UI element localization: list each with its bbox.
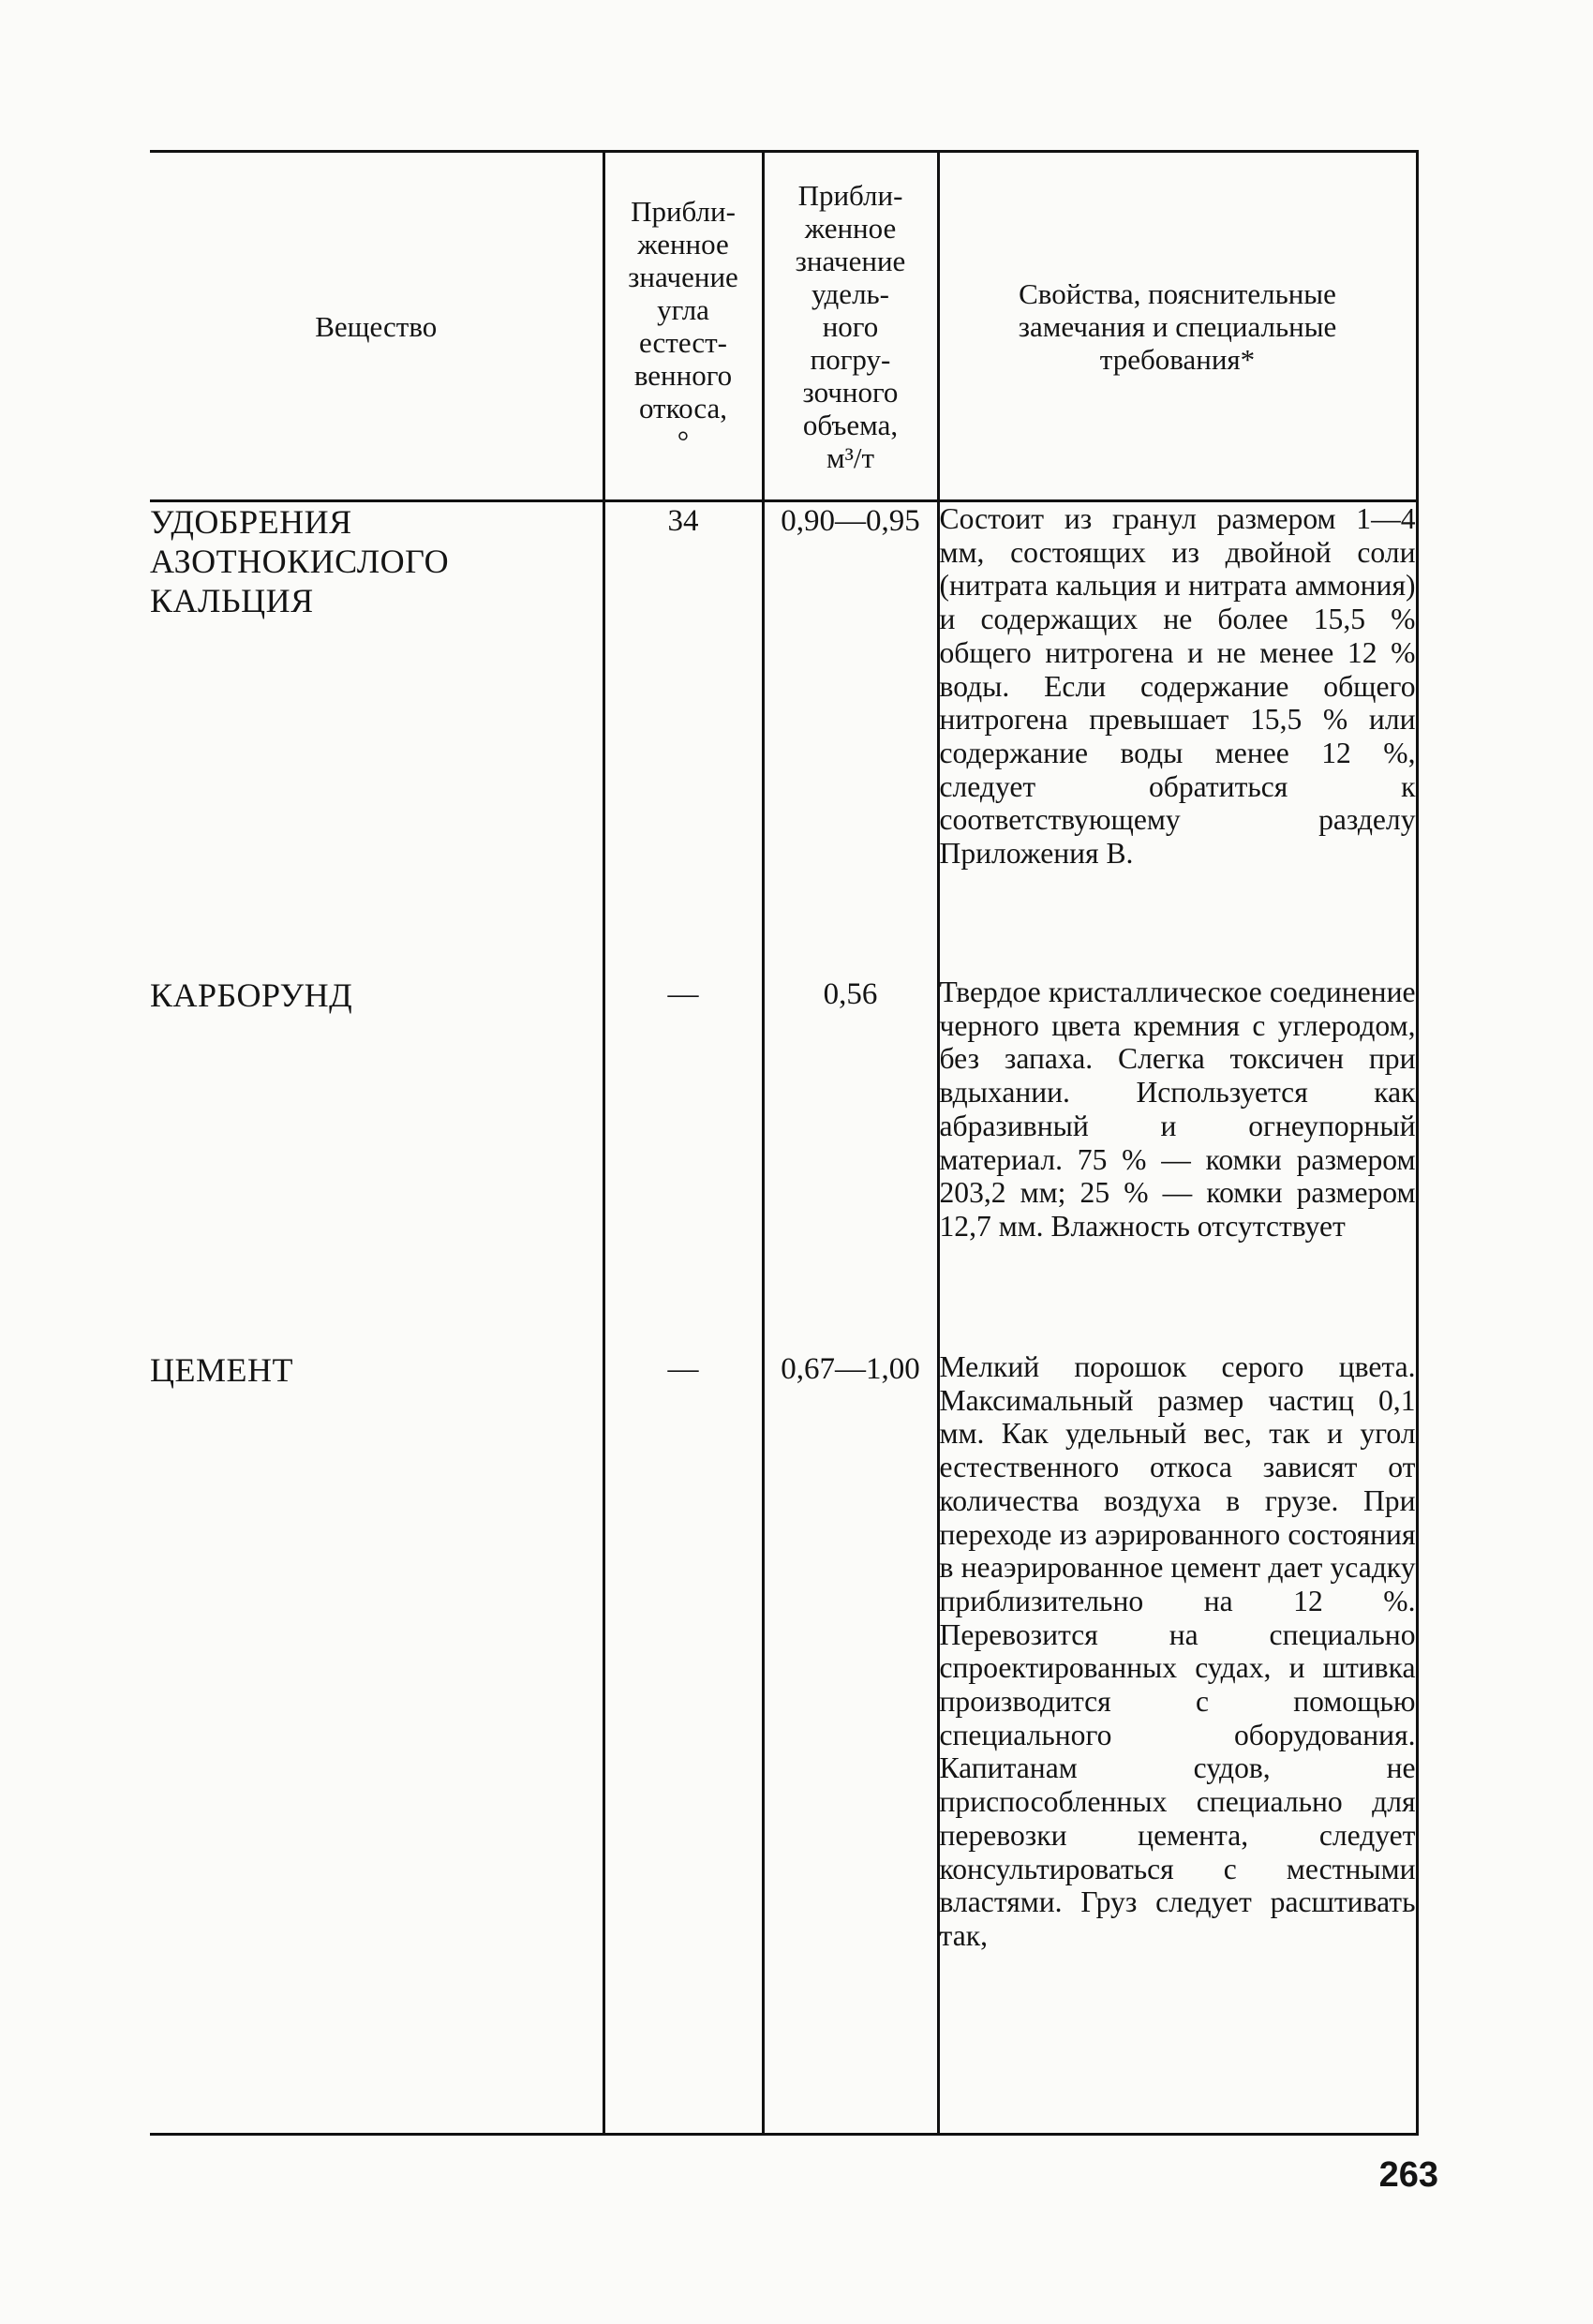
header-angle-line: угла: [657, 293, 709, 326]
substance-name: УДОБРЕНИЯ АЗОТНОКИСЛОГО КАЛЬЦИЯ: [150, 503, 450, 619]
header-angle-line: откоса,: [638, 392, 728, 425]
properties-text: Мелкий порошок серого цвета. Максимальный размер частиц 0,1 мм. Как удельный вес, так и угол естественного откоса зависят от количества воздуха в грузе. При переходе из аэрированного состояния в неаэрированное цемент дает усадку приблизительно на 12 %. Перевозится на специально спроектированных судах, и штивка производится с помощью специального оборудования. Капитанам судов, не приспособленных специально для перевозки цемента, следует консультироваться с местными властями. Груз следует расштивать так,: [938, 1350, 1417, 2135]
header-angle-line: значение: [628, 261, 738, 293]
header-volume-line: объема,: [802, 408, 899, 441]
header-volume-line: зочного: [802, 375, 899, 409]
angle-value: —: [603, 1350, 763, 2135]
header-properties-line: Свойства, пояснительные: [1019, 276, 1336, 310]
properties-text: Твердое кристаллическое соединение черного цвета кремния с углеродом, без запаха. Слегка токсичен при вдыхании. Используется как абразивный и огнеупорный материал. 75 % — комки размером 203,2 мм; 25 % — комки размером 12,7 мм. Влажность отсутствует: [938, 976, 1417, 1350]
volume-value: 0,67—1,00: [763, 1350, 938, 2135]
header-substance-label: Вещество: [315, 309, 438, 343]
header-volume-line: значение: [795, 244, 906, 277]
angle-value: —: [603, 976, 763, 1350]
header-volume: [763, 152, 938, 501]
header-properties-line: замечания и специальные: [1018, 309, 1337, 343]
header-properties: [938, 152, 1417, 501]
table-row: [150, 1350, 1417, 2135]
header-angle-line: венного: [633, 359, 733, 392]
angle-value: 34: [603, 501, 763, 976]
cargo-properties-table: [150, 150, 1419, 2136]
header-angle-line: женное: [637, 228, 729, 261]
table-body: [150, 501, 1417, 2135]
header-volume-line: удель-: [811, 276, 889, 310]
volume-value: 0,90—0,95: [763, 501, 938, 976]
header-volume-line: ного: [822, 309, 879, 343]
substance-name: ЦЕМЕНТ: [150, 1351, 293, 1389]
header-angle-line: естест-: [639, 326, 727, 359]
header-angle-line: Прибли-: [631, 195, 736, 228]
header-substance: [150, 152, 603, 501]
header-volume-line: Прибли-: [797, 178, 903, 212]
substance-name: КАРБОРУНД: [150, 976, 353, 1014]
table-header: [150, 152, 1417, 501]
table-row: [150, 501, 1417, 976]
volume-value: 0,56: [763, 976, 938, 1350]
table-row: [150, 976, 1417, 1350]
properties-text: Состоит из гранул размером 1—4 мм, состоящих из двойной соли (нитрата кальция и нитрата аммония) и содержащих не более 15,5 % общего нитрогена и не менее 12 % воды. Если содержание общего нитрогена превышает 15,5 % или содержание воды менее 12 %, следует обратиться к соответствующему разделу Приложения В.: [938, 501, 1417, 976]
header-volume-line: погру-: [810, 342, 891, 376]
header-angle-line: °: [677, 425, 690, 457]
header-properties-line: требования*: [1099, 342, 1256, 376]
table-header-row: [150, 152, 1417, 501]
header-volume-line: женное: [804, 211, 897, 245]
header-angle: [603, 152, 763, 501]
page-number: 263: [1378, 2155, 1438, 2195]
header-volume-line: м³/т: [826, 440, 875, 474]
